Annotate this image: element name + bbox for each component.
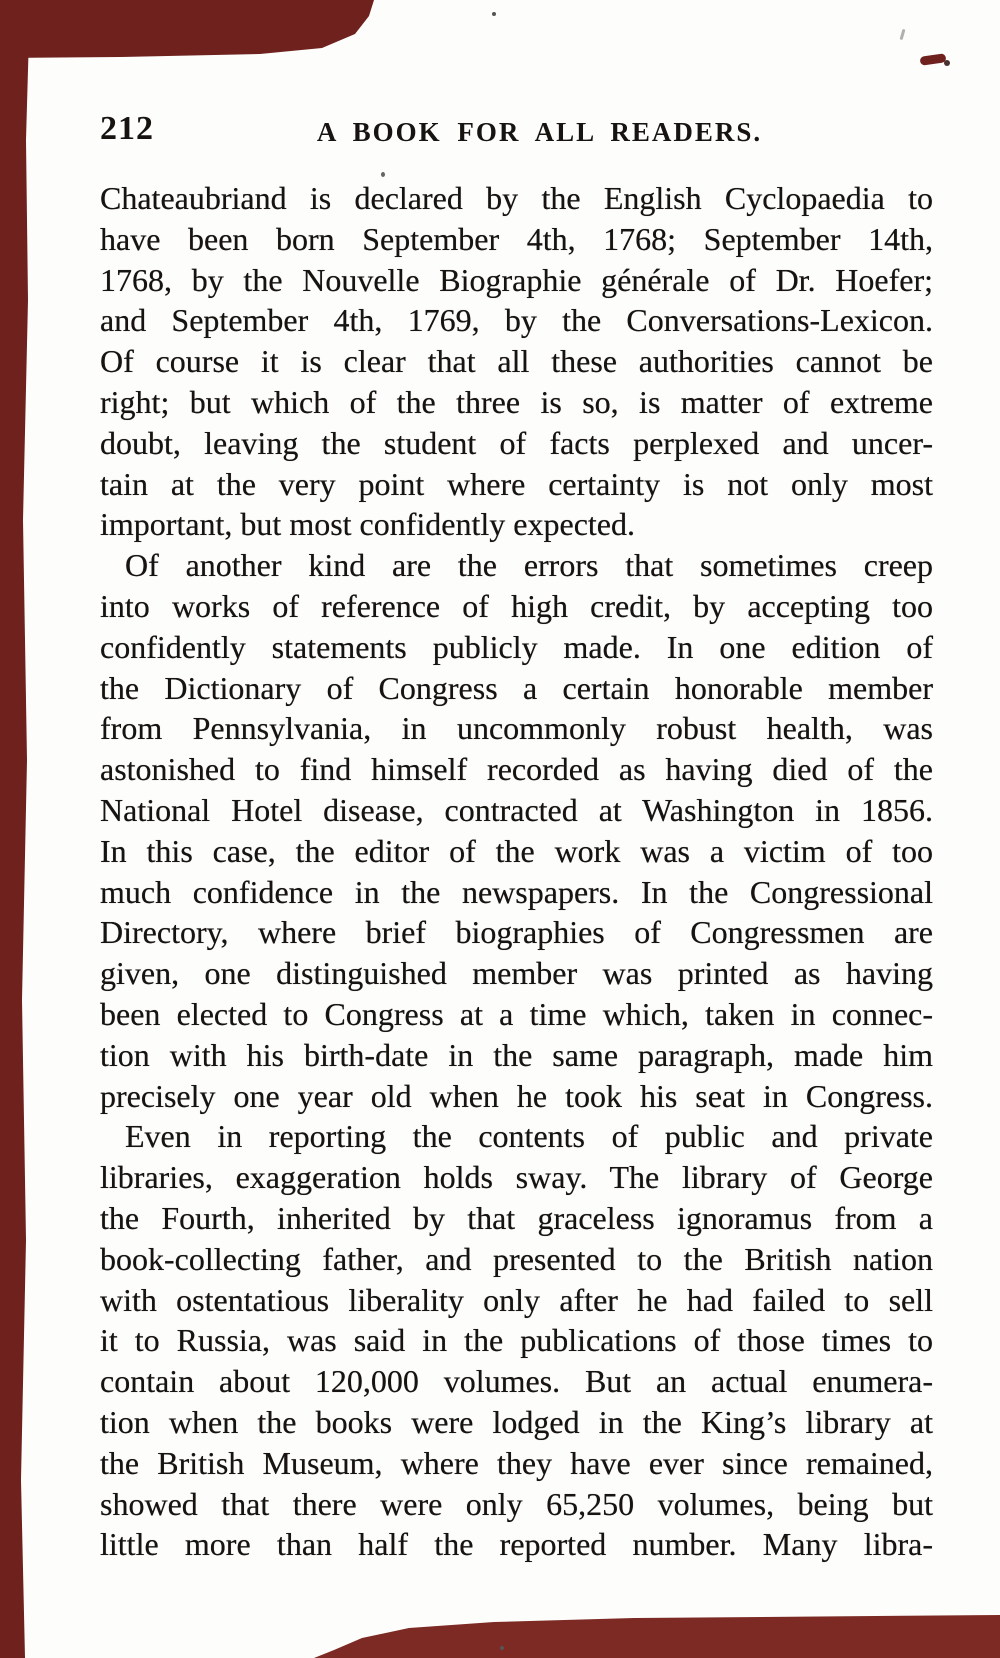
body-line: from Pennsylvania, in uncommonly robust health, was — [100, 710, 933, 747]
page-body — [100, 178, 933, 1565]
body-line: libraries, exaggeration holds sway. The library of George — [100, 1159, 933, 1196]
body-line: Of another kind are the errors that sometimes creep — [125, 547, 933, 584]
ink-speck — [944, 60, 950, 66]
body-line: In this case, the editor of the work was a victim of too — [100, 832, 933, 869]
running-header: A BOOK FOR ALL READERS. — [316, 117, 763, 147]
body-line: precisely one year old when he took his seat in Congress. — [100, 1077, 933, 1114]
body-line: Directory, where brief biographies of Congressmen are — [100, 914, 933, 951]
body-line: confidently statements publicly made. In one edition of — [100, 628, 933, 665]
body-line: book-collecting father, and presented to the British nation — [100, 1240, 933, 1277]
body-line: and September 4th, 1769, by the Conversations-Lexicon. — [100, 302, 933, 339]
body-line: have been born September 4th, 1768; September 14th, — [100, 220, 933, 257]
body-line: Of course it is clear that all these authorities cannot be — [100, 343, 933, 380]
body-line: with ostentatious liberality only after he had failed to sell — [100, 1281, 933, 1318]
body-line: into works of reference of high credit, by accepting too — [100, 587, 933, 624]
body-line: Even in reporting the contents of public and private — [125, 1118, 933, 1155]
page-header — [100, 0, 933, 160]
ink-speck — [381, 172, 385, 177]
body-line: right; but which of the three is so, is matter of extreme — [100, 383, 933, 420]
body-line: tion when the books were lodged in the King’s library at — [100, 1403, 933, 1440]
body-line: tion with his birth-date in the same paragraph, made him — [100, 1036, 933, 1073]
ink-speck — [500, 1646, 504, 1650]
body-line: it to Russia, was said in the publications of those times to — [100, 1322, 933, 1359]
book-edge-left — [0, 0, 30, 1658]
page-number: 212 — [100, 110, 154, 147]
body-line: tain at the very point where certainty is not only most — [100, 465, 933, 502]
body-line: been elected to Congress at a time which, taken in connec- — [100, 995, 933, 1032]
body-line: doubt, leaving the student of facts perplexed and uncer- — [100, 424, 933, 461]
body-line: the Fourth, inherited by that graceless ignoramus from a — [100, 1199, 933, 1236]
body-line: showed that there were only 65,250 volumes, being but — [100, 1485, 933, 1522]
body-line: Chateaubriand is declared by the English Cyclopaedia to — [100, 180, 933, 216]
body-line: given, one distinguished member was printed as having — [100, 955, 933, 992]
body-line: National Hotel disease, contracted at Washington in 1856. — [100, 791, 933, 828]
body-line: contain about 120,000 volumes. But an actual enumera- — [100, 1363, 933, 1400]
body-line: the Dictionary of Congress a certain honorable member — [100, 669, 933, 706]
body-line: little more than half the reported number. Many libra- — [100, 1526, 933, 1563]
book-edge-bottom-right — [314, 1612, 1000, 1658]
body-line: much confidence in the newspapers. In the Congressional — [100, 873, 933, 910]
body-line: 1768, by the Nouvelle Biographie générale of Dr. Hoefer; — [100, 261, 933, 298]
body-line: important, but most confidently expected. — [100, 506, 635, 543]
body-line: the British Museum, where they have ever since remained, — [100, 1444, 933, 1481]
body-line: astonished to find himself recorded as having died of the — [100, 751, 933, 788]
